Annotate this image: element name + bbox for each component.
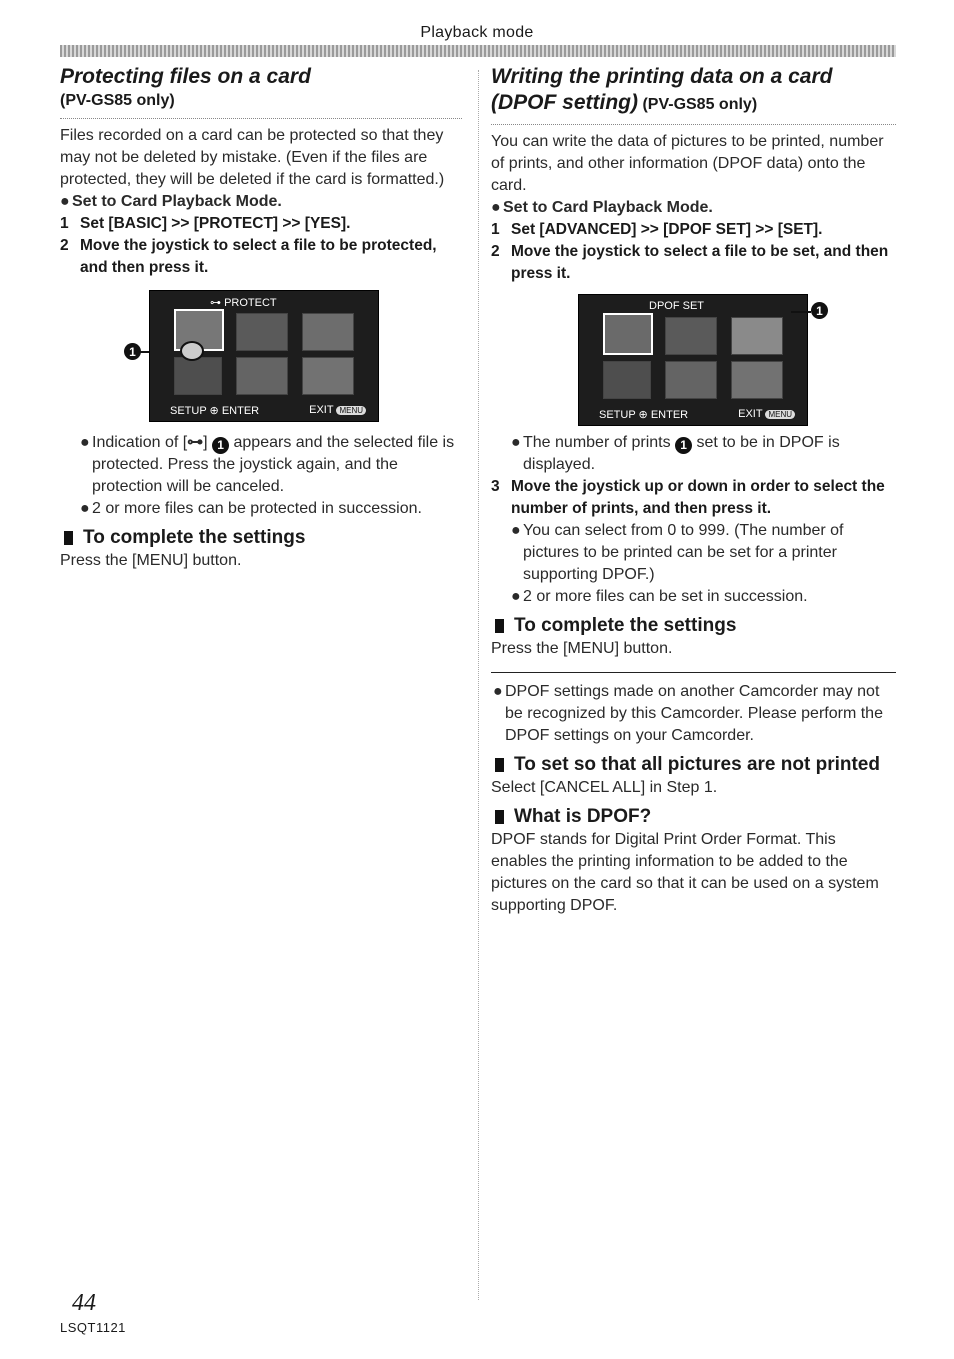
step-1: 1 Set [ADVANCED] >> [DPOF SET] >> [SET]. [491,221,823,238]
callout-marker: 1 [124,343,141,360]
screen-footer: SETUP ⊕ ENTER EXIT MENU [579,408,807,421]
thumbnail [236,357,288,395]
thumbnail [174,357,222,395]
callout-marker: 1 [811,302,828,319]
intro-text: You can write the data of pictures to be printed, number of prints, and other information (DPOF data) onto the card. [491,133,884,194]
left-column [60,64,462,572]
dpof-screen [578,294,808,426]
note-protect-indication: ● Indication of [⊶] 1 appears and the selected file is protected. Press the joystick again, and the protection will be canceled. [80,434,455,495]
complete-settings-text: Press the [MENU] button. [60,552,242,569]
cancel-all-text: Select [CANCEL ALL] in Step 1. [491,779,718,796]
section-rule [491,672,896,673]
thumbnail [603,361,651,399]
complete-settings-heading: To complete the settings [491,614,896,638]
what-is-dpof-text: DPOF stands for Digital Print Order Format. This enables the printing information to be added to the pictures on the card so that it can be used on a system supporting DPOF. [491,831,879,914]
protect-screen-figure [60,290,462,432]
thumbnail [731,361,783,399]
thumbnail-selected [603,313,653,355]
thumbnail [302,313,354,351]
note-succession: ● 2 or more files can be protected in succession. [80,500,422,517]
key-icon: ⊶ [210,297,225,309]
title-divider [60,118,462,119]
page-header: Playback mode [420,24,534,41]
protect-icon [180,341,204,361]
column-separator [478,70,479,1300]
key-icon: ⊶ [187,434,204,451]
step-1: 1 Set [BASIC] >> [PROTECT] >> [YES]. [60,215,351,232]
thumbnail [302,357,354,395]
callout-marker: 1 [675,437,692,454]
thumbnail [665,317,717,355]
step-3: 3 Move the joystick up or down in order to select the number of prints, and then press it. [491,478,885,517]
thumbnail [731,317,783,355]
note-print-count: ● The number of prints 1 set to be in DPOF is displayed. [511,434,840,473]
section-title-dpof-setting: (DPOF setting) (PV-GS85 only) [491,91,758,114]
what-is-dpof-heading: What is DPOF? [491,805,896,829]
complete-settings-heading: To complete the settings [60,526,462,550]
right-column [491,64,896,917]
mode-bullet: ● Set to Card Playback Mode. [60,193,282,210]
step-2: 2 Move the joystick to select a file to be protected, and then press it. [60,237,437,276]
note-range: ● You can select from 0 to 999. (The number of pictures to be printed can be set for a printer supporting DPOF.) [511,522,844,583]
screen-title: DPOF SET [649,300,705,312]
screen-footer: SETUP ⊕ ENTER EXIT MENU [150,404,378,417]
section-title-dpof: Writing the printing data on a card [491,65,833,88]
note-succession: ● 2 or more files can be set in succession. [511,588,808,605]
screen-title: ⊶ PROTECT [210,297,277,309]
complete-settings-text: Press the [MENU] button. [491,640,673,657]
section-title-protect: Protecting files on a card [60,65,311,88]
page-number: 44 [72,1290,96,1316]
header-divider [60,45,896,57]
thumbnail [665,361,717,399]
protect-screen [149,290,379,422]
intro-text: Files recorded on a card can be protected so that they may not be deleted by mistake. (Even if the files are protected, they will be deleted if the card is formatted.) [60,127,445,188]
model-note: (PV-GS85 only) [60,92,175,109]
menu-icon: MENU [765,410,795,419]
title-divider [491,124,896,125]
menu-icon: MENU [336,406,366,415]
callout-line [791,311,811,313]
cancel-all-heading: To set so that all pictures are not printed [491,753,896,777]
note-dpof-compat: ● DPOF settings made on another Camcorder may not be recognized by this Camcorder. Please perform the DPOF settings on your Camcorder. [493,683,883,744]
step-2: 2 Move the joystick to select a file to be set, and then press it. [491,243,889,282]
callout-marker: 1 [212,437,229,454]
document-code: LSQT1121 [60,1320,126,1335]
dpof-screen-figure [491,294,896,432]
thumbnail [236,313,288,351]
mode-bullet: ● Set to Card Playback Mode. [491,199,713,216]
